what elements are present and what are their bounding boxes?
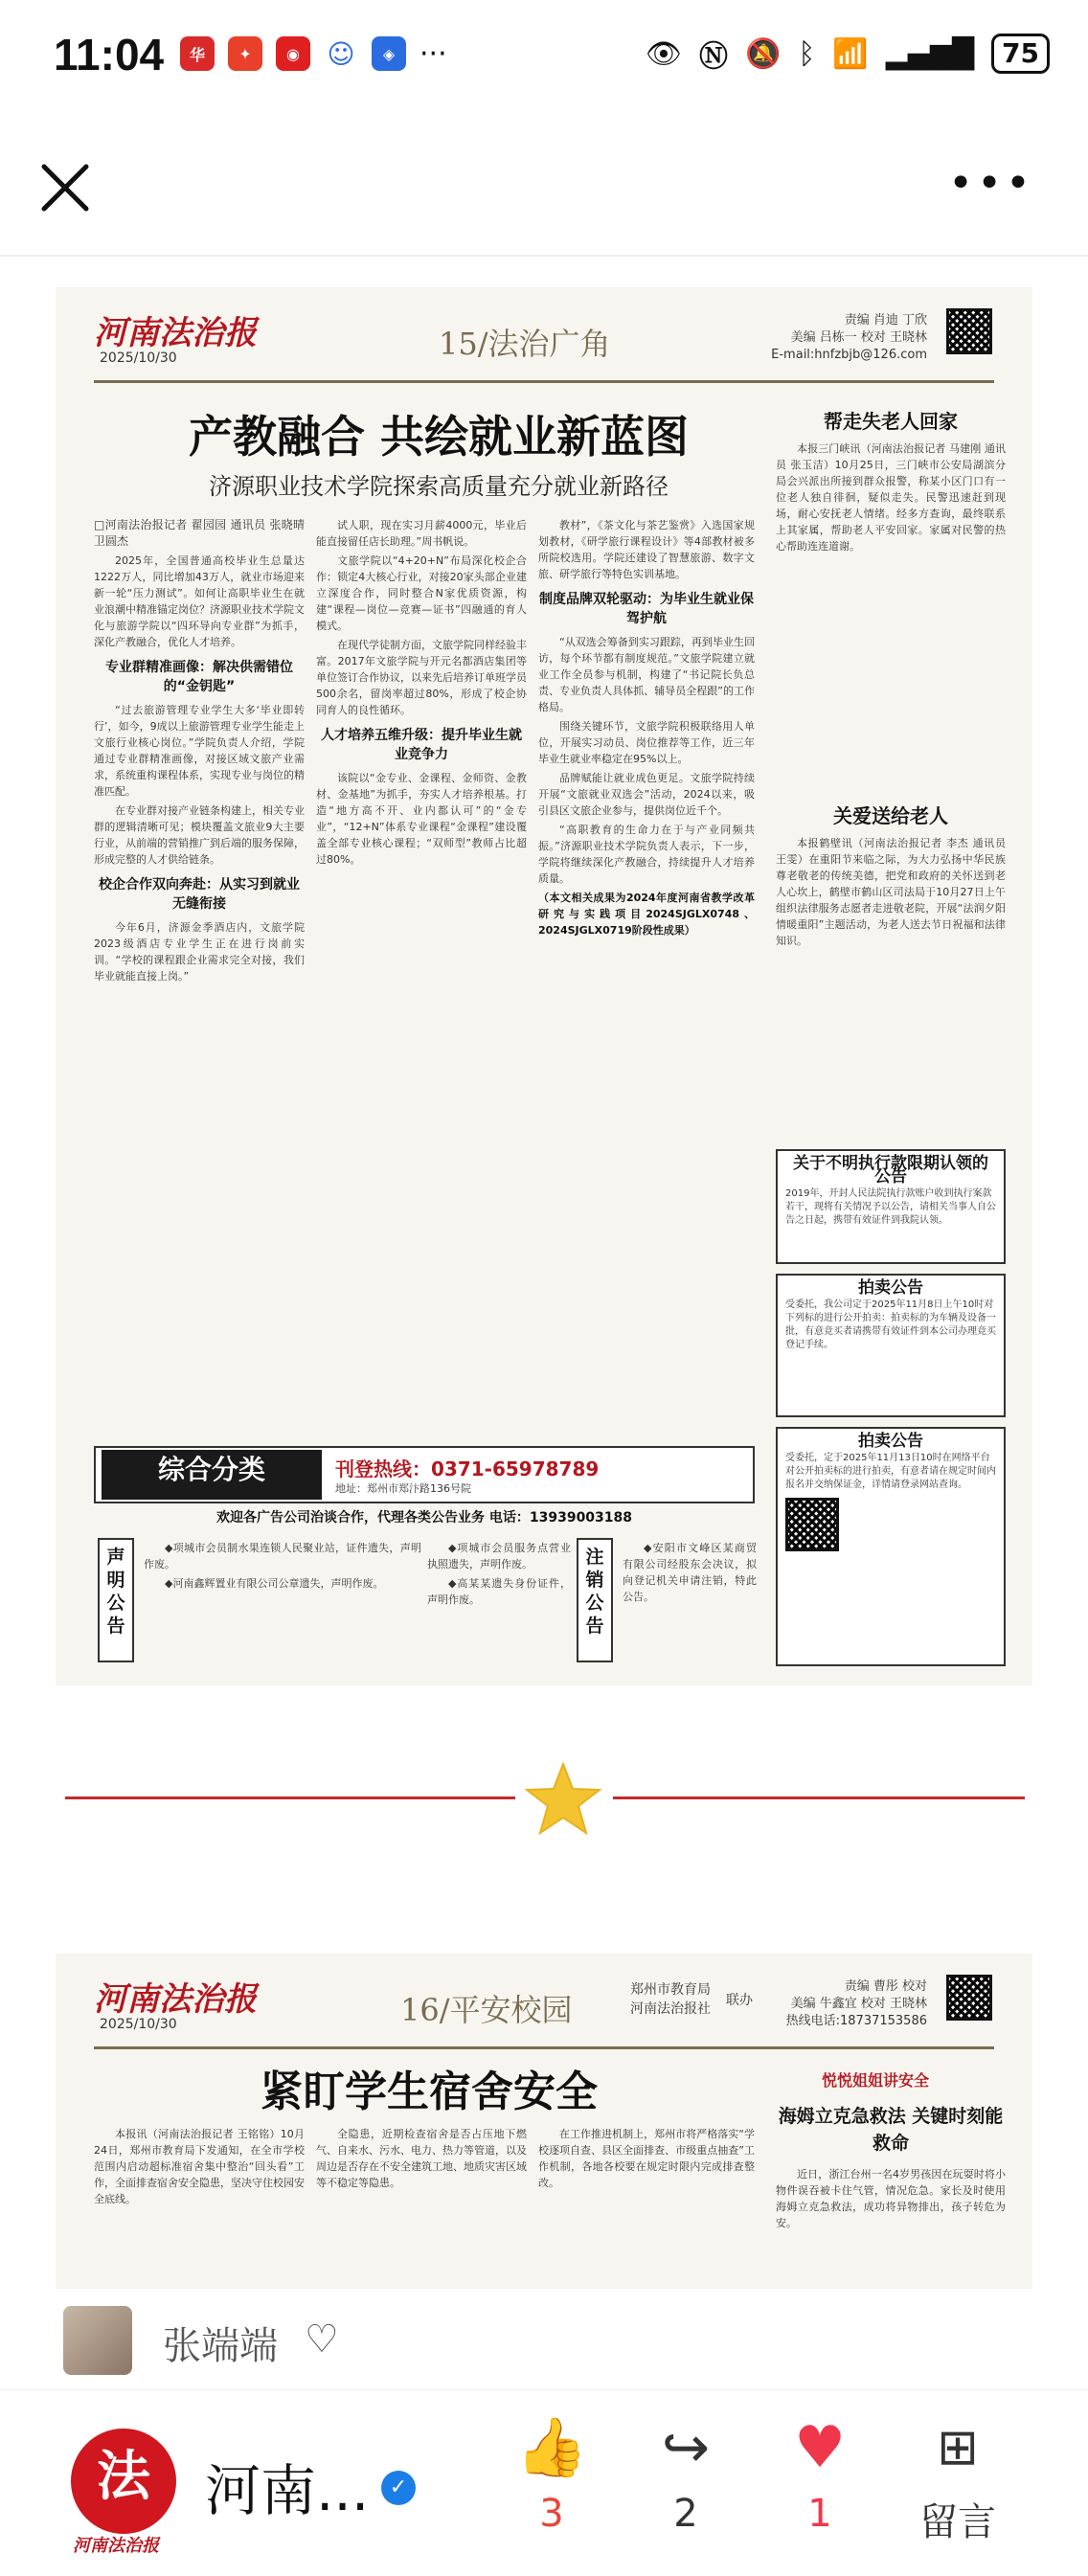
brand-logo-text: 河南法治报: [73, 2536, 159, 2556]
newspaper-logo: 河南法治报: [94, 1980, 257, 2019]
like-button[interactable]: [494, 2409, 609, 2536]
partner-suffix: 联办: [726, 1993, 753, 2008]
partner-orgs: [630, 1980, 711, 2019]
notice-unclaimed-funds: 关于不明执行款限期认领的公告 2019年，开封人民法院执行款账户收到执行案款若干，现将有关情况予以公告，请相关当事人自公告之日起，携带有效证件到我院认领。: [776, 1149, 1006, 1264]
classified-ad-banner: [94, 1446, 755, 1503]
ad-phone: 刊登热线：0371-65978789: [335, 1457, 600, 1480]
favorite-count: 1: [807, 2492, 832, 2536]
status-bar: [0, 0, 1088, 113]
editor-line: E-mail:hnfzbjb@126.com: [771, 348, 927, 362]
huawei-app-icon: 华: [180, 36, 215, 71]
editor-line: 责编 肖迪 丁欣: [844, 313, 927, 328]
thumbs-up-icon: 👍: [515, 2414, 588, 2481]
editor-line: 美编 牛鑫宜 校对 王晓林: [790, 1997, 927, 2011]
page-divider-left: [65, 1796, 515, 1799]
partner-name: 郑州市教育局: [630, 1982, 711, 1998]
brand-logo[interactable]: 法: [71, 2429, 176, 2534]
heart-icon: ♥: [794, 2414, 846, 2481]
netease-app-icon: ◉: [276, 36, 310, 71]
sidebar-article-title: 海姆立克急救法 关键时刻能救命: [778, 2106, 1004, 2154]
favorite-button[interactable]: [762, 2409, 877, 2536]
article-subheadline: 济源职业技术学院探索高质量充分就业新路径: [209, 473, 669, 500]
masthead: [94, 306, 994, 383]
editor-credits: [755, 312, 927, 364]
notice-auction-2: 拍卖公告 受委托，定于2025年11月13日10时在网络平台对公开拍卖标的进行拍卖，有意者请在规定时间内报名并交纳保证金，详情请登录网站查询。: [776, 1427, 1006, 1666]
section-heading: 人才培养五维升级：提升毕业生就业竞争力: [321, 728, 522, 762]
bluetooth-icon: ᛒ: [798, 36, 816, 71]
close-icon[interactable]: [38, 161, 92, 215]
notice-auction-1: 拍卖公告 受委托，我公司定于2025年11月8日上午10时对下列标的进行公开拍卖：拍卖标的为车辆及设备一批，有意竞买者请携带有效证件到本公司办理竞买登记手续。: [776, 1274, 1006, 1417]
ad-welcome-line: 欢迎各广告公司治谈合作，代理各类公告业务 电话：13939003188: [215, 1510, 633, 1525]
wifi-icon: 📶: [832, 36, 869, 71]
share-button[interactable]: [628, 2409, 743, 2536]
section-heading: 专业群精准画像：解决供需错位的“金钥匙”: [105, 660, 293, 694]
chat-app-icon: ☺: [324, 36, 358, 71]
issue-date: 2025/10/30: [100, 350, 177, 366]
qr-code-icon: [785, 1498, 839, 1551]
comment-label: 留言: [919, 2500, 996, 2544]
article-column-3: 在工作推进机制上，郑州市将严格落实“学校逐项自查、县区全面排查、市级重点抽查”工作机制，各地各校要在规定时限内完成排查整改。: [538, 2128, 755, 2189]
follow-heart-icon[interactable]: ♡: [305, 2317, 339, 2361]
author-row[interactable]: [0, 2289, 1088, 2390]
sidebar-article-body: 近日，浙江台州一名4岁男孩因在玩耍时将小物件误吞被卡住气管，情况危急。家长及时使用海姆立克急救法，成功将异物排出，孩子转危为安。: [776, 2168, 1006, 2229]
article-column-2: 全隐患，近期检查宿舍是否占压地下燃气、自来水、污水、电力、热力等管道，以及周边是否存在不安全建筑工地、地质灾害区域等不稳定等隐患。: [316, 2128, 527, 2189]
article-column-1: 本报讯（河南法治报记者 王铭铭）10月24日，郑州市教育局下发通知，在全市学校范围内启动超标准宿舍集中整治“回头看”工作，全面排查宿舍安全隐患，坚决守住校园安全底线。: [94, 2128, 305, 2205]
section-title: 16/平安校园: [400, 1992, 573, 2028]
section-title: 15/法治广角: [439, 326, 611, 362]
author-name[interactable]: 张端端: [163, 2324, 278, 2368]
more-dots-icon[interactable]: •••: [948, 159, 1034, 208]
bottom-panel: [0, 2289, 1088, 2576]
page-divider-right: [613, 1796, 1025, 1799]
qr-code-icon: [946, 1975, 992, 2021]
sidebar-article-body: 本报三门峡讯（河南法治报记者 马建刚 通讯员 张玉洁）10月25日，三门峡市公安局湖滨分局会兴派出所接到群众报警，称某小区门口有一位老人独自徘徊，疑似走失。民警迅速赶到现场，耐心安抚老人情绪。经多方查询，最终联系上其家属，帮助老人平安回家。家属对民警的热心帮助连连道谢。: [776, 442, 1006, 553]
issue-date: 2025/10/30: [100, 2017, 177, 2032]
cancellation-notice-tag: 注销公告: [577, 1538, 613, 1662]
article-column-3: 教材”，《茶文化与茶艺鉴赏》入选国家规划教材，《研学旅行课程设计》等4部教材被多所院校选用。学院还建设了智慧旅游、数字文旅、研学旅行等特色实训基地。 制度品牌双轮驱动：为毕业生就业保驾护航 “从双选会筹备到实习跟踪，再到毕业生回访，每个环节都有制度规范。”文旅学院建立就业工作全员参与机制，构建了“书记院长负总责、专业负责人具体抓、辅导员全程跟”的工作格局。 围绕关键环节，文旅学院积极联络用人单位，开展实习动员、岗位推荐等工作，近三年毕业生就业率稳定在95%以上。 品牌赋能让就业成色更足。文旅学院持续开展“文旅就业双选会”活动，2024以来，吸引县区文旅企业参与，提供岗位近千个。 “高职教育的生命力在于与产业同频共振。”济源职业技术学院负责人表示，下一步，学院将继续深化产教融合，持续提升人才培养质量。 （本文相关成果为2024年度河南省教学改革研究与实践项目2024SJGLX0748、2024SJGLX0719阶段性成果）: [538, 519, 755, 937]
editor-line: 美编 吕栋一 校对 王晓林: [790, 330, 927, 345]
editor-line: 责编 曹彤 校对: [844, 1979, 927, 1994]
more-notifications: ···: [419, 36, 447, 71]
status-app-icons: [180, 36, 447, 71]
verified-badge-icon: ✓: [381, 2471, 416, 2505]
partner-name: 河南法治报社: [630, 2001, 711, 2017]
newspaper-logo: 河南法治报: [94, 314, 257, 352]
notice-title: 关于不明执行款限期认领的公告: [793, 1154, 988, 1186]
top-nav-bar: [0, 113, 1088, 257]
cancellation-notices: ◆安阳市文峰区某商贸有限公司经股东会决议，拟向登记机关申请注销，特此公告。: [623, 1542, 757, 1603]
newspaper-page-16[interactable]: [56, 1954, 1032, 2289]
article-column-2: 试人职，现在实习月薪4000元，毕业后能直接留任店长助理。”周书帆说。 文旅学院以“4+20+N”布局深化校企合作：锁定4大核心行业，对接20家头部企业建立深度合作，同时整合N家优质资源，构建“课程—岗位—竞赛—证书”四融通的育人模式。 在现代学徒制方面，文旅学院同样经验丰富。2017年文旅学院与开元名都酒店集团等单位签订合作协议，以来先后培养订单班学员500余名，留岗率超过80%，形成了校企协同育人的良性循环。 人才培养五维升级：提升毕业生就业竞争力 该院以“金专业、金课程、金师资、金教材、金基地”为抓手，夯实人才培养根基。打造“地方高不开、业内都认可”的“金专业”，“12+N”体系专业课程“金课程”建设覆盖全部专业核心课程；“双师型”教师占比超过80%。: [316, 519, 527, 866]
sidebar-article-title: 帮走失老人回家: [824, 410, 958, 433]
safety-column-tag: 悦悦姐姐讲安全: [822, 2071, 930, 2090]
editor-line: 热线电话:18737153586: [785, 2014, 927, 2028]
like-count: 3: [539, 2492, 564, 2536]
eye-icon: 👁: [645, 36, 683, 71]
article-headline: 紧盯学生宿舍安全: [261, 2068, 598, 2116]
author-avatar[interactable]: [63, 2306, 132, 2375]
action-row: [0, 2390, 1088, 2576]
newspaper-page-15[interactable]: [56, 287, 1032, 1685]
section-heading: 制度品牌双轮驱动：为毕业生就业保驾护航: [539, 592, 754, 626]
ad-address: 地址：郑州市郑汴路136号院: [335, 1482, 471, 1495]
sidebar-article-title: 关爱送给老人: [833, 804, 948, 827]
status-indicators: [646, 33, 1050, 75]
article-headline: 产教融合 共绘就业新蓝图: [188, 411, 689, 463]
share-count: 2: [673, 2492, 698, 2536]
mute-icon: 🔕: [745, 36, 782, 71]
share-arrow-icon: ↪: [661, 2414, 711, 2481]
editor-credits: [755, 1978, 927, 2030]
qr-code-icon: [946, 308, 992, 354]
battery-indicator: 75: [991, 34, 1050, 74]
research-note: （本文相关成果为2024年度河南省教学改革研究与实践项目2024SJGLX0748、2024SJGLX0719阶段性成果）: [538, 892, 755, 937]
signal-icon: ▂▄▆█: [885, 36, 975, 71]
nfc-icon: Ⓝ: [699, 40, 729, 74]
masthead: [94, 1973, 994, 2049]
brand-account-name[interactable]: 河南...: [205, 2458, 370, 2523]
byline: □河南法治报记者 翟园园 通讯员 张晓晴 卫圆杰: [94, 518, 305, 548]
notice-title: 拍卖公告: [858, 1278, 923, 1298]
sidebar-article-body: 本报鹤壁讯（河南法治报记者 李杰 通讯员 王雯）在重阳节来临之际，为大力弘扬中华民族尊老敬老的传统美德，把党和政府的关怀送到老人心坎上，鹤壁市鹤山区司法局于10月27日上午组织法律服务志愿者走进敬老院，开展“法润夕阳 情暖重阳”主题活动，为老人送去节日祝福和法律知识。: [776, 837, 1006, 947]
section-heading: 校企合作双向奔赴：从实习到就业无缝衔接: [99, 877, 300, 912]
ad-title: 综合分类: [102, 1450, 322, 1500]
status-time: 11:04: [54, 30, 165, 79]
notice-title: 拍卖公告: [858, 1432, 923, 1451]
declaration-notice-tag: 声明公告: [98, 1538, 134, 1662]
declaration-notices: ◆项城市会员制水果连锁人民聚业站，证件遗失，声明作废。 ◆河南鑫辉置业有限公司公章遗失，声明作废。: [144, 1542, 421, 1590]
declaration-notices: ◆项城市会员服务点营业执照遗失，声明作废。 ◆高某某遗失身份证件，声明作废。: [427, 1542, 571, 1606]
comment-button[interactable]: [900, 2409, 1015, 2546]
article-column-1: □河南法治报记者 翟园园 通讯员 张晓晴 卫圆杰 2025年，全国普通高校毕业生总量达1222万人，同比增加43万人，就业市场迎来新一轮“压力测试”。如何让高职毕业生在就业浪潮中精准锚定岗位？济源职业技术学院文化与旅游学院以“四环导向专业群”为抓手，深化产教融合，优化人才培养。 专业群精准画像：解决供需错位的“金钥匙” “过去旅游管理专业学生大多‘毕业即转行’，如今，9成以上旅游管理专业学生能走上文旅行业核心岗位。”学院负责人介绍，学院通过专业群精准画像，对接区域文旅产业需求，系统重构课程体系，实现专业与岗位的精准匹配。 在专业群对接产业链条构建上，相关专业群的逻辑清晰可见；模块覆盖文旅业9大主要行业，从前端的营销推广到后端的服务保障，形成完整的人才供给链条。 校企合作双向奔赴：从实习到就业无缝衔接 今年6月，济源金季酒店内，文旅学院2023级酒店专业学生正在进行岗前实训。“学校的课程跟企业需求完全对接，我们毕业就能直接上岗。”: [94, 518, 305, 983]
star-icon: [525, 1760, 601, 1837]
comment-plus-icon: ⊞: [937, 2419, 979, 2476]
blue-app-icon: ◈: [372, 36, 406, 71]
news-app-icon: ✦: [228, 36, 262, 71]
